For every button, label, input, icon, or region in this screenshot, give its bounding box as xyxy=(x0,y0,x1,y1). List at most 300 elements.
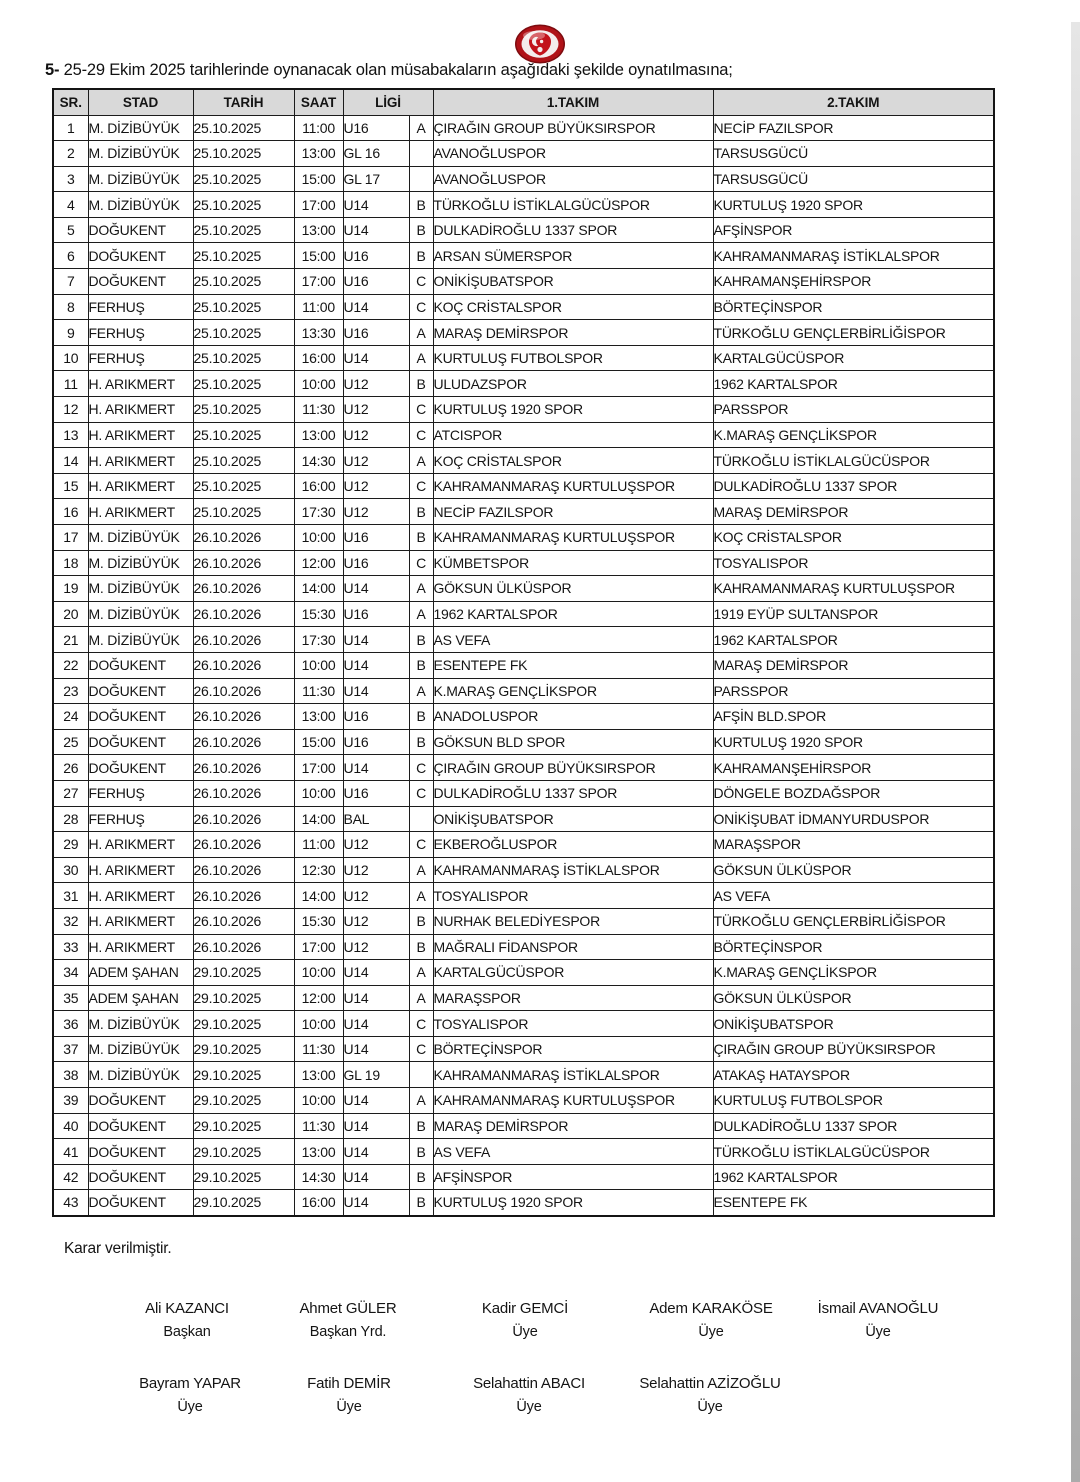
cell-stadium: H. ARIKMERT xyxy=(88,473,193,499)
cell-team2: 1962 KARTALSPOR xyxy=(713,627,994,653)
cell-team1: KURTULUŞ 1920 SPOR xyxy=(433,397,713,423)
cell-stadium: H. ARIKMERT xyxy=(88,883,193,909)
cell-team2: MARAŞ DEMİRSPOR xyxy=(713,652,994,678)
cell-team1: KAHRAMANMARAŞ İSTİKLALSPOR xyxy=(433,857,713,883)
cell-time: 11:30 xyxy=(294,678,343,704)
cell-team1: K.MARAŞ GENÇLİKSPOR xyxy=(433,678,713,704)
cell-date: 26.10.2026 xyxy=(193,601,294,627)
cell-stadium: M. DİZİBÜYÜK xyxy=(88,627,193,653)
cell-sr: 8 xyxy=(53,294,88,320)
cell-sr: 4 xyxy=(53,192,88,218)
match-row xyxy=(53,499,994,525)
cell-time: 10:00 xyxy=(294,1088,343,1114)
cell-stadium: H. ARIKMERT xyxy=(88,499,193,525)
cell-team2: TÜRKOĞLU GENÇLERBİRLİĞİSPOR xyxy=(713,908,994,934)
cell-group: C xyxy=(409,294,433,320)
cell-group: B xyxy=(409,1190,433,1216)
match-row xyxy=(53,1113,994,1139)
cell-team1: GÖKSUN ÜLKÜSPOR xyxy=(433,576,713,602)
match-schedule-table xyxy=(52,88,995,1217)
match-row xyxy=(53,806,994,832)
cell-league: U14 xyxy=(343,755,409,781)
cell-time: 14:00 xyxy=(294,576,343,602)
cell-team2: AS VEFA xyxy=(713,883,994,909)
cell-stadium: H. ARIKMERT xyxy=(88,934,193,960)
cell-team2: PARSSPOR xyxy=(713,397,994,423)
cell-time: 15:00 xyxy=(294,166,343,192)
match-row xyxy=(53,243,994,269)
match-row xyxy=(53,269,994,295)
match-row xyxy=(53,1190,994,1216)
cell-league: U14 xyxy=(343,652,409,678)
cell-team1: KURTULUŞ 1920 SPOR xyxy=(433,1190,713,1216)
cell-team2: DÖNGELE BOZDAĞSPOR xyxy=(713,780,994,806)
cell-group: C xyxy=(409,780,433,806)
cell-group: B xyxy=(409,652,433,678)
cell-time: 10:00 xyxy=(294,652,343,678)
cell-team1: KAHRAMANMARAŞ KURTULUŞSPOR xyxy=(433,1088,713,1114)
cell-team1: DULKADİROĞLU 1337 SPOR xyxy=(433,780,713,806)
match-row xyxy=(53,780,994,806)
signature-role: Üye xyxy=(516,1399,542,1415)
cell-team2: 1919 EYÜP SULTANSPOR xyxy=(713,601,994,627)
cell-group: B xyxy=(409,371,433,397)
cell-time: 10:00 xyxy=(294,371,343,397)
cell-sr: 12 xyxy=(53,397,88,423)
cell-stadium: FERHUŞ xyxy=(88,806,193,832)
match-row xyxy=(53,1139,994,1165)
cell-group: B xyxy=(409,243,433,269)
cell-team2: BÖRTEÇİNSPOR xyxy=(713,934,994,960)
cell-date: 25.10.2025 xyxy=(193,422,294,448)
cell-date: 25.10.2025 xyxy=(193,192,294,218)
cell-sr: 24 xyxy=(53,704,88,730)
cell-team1: ÇIRAĞIN GROUP BÜYÜKSIRSPOR xyxy=(433,115,713,141)
cell-sr: 38 xyxy=(53,1062,88,1088)
signature-name: Ahmet GÜLER xyxy=(299,1300,397,1317)
cell-team2: TARSUSGÜCÜ xyxy=(713,141,994,167)
cell-team1: AS VEFA xyxy=(433,627,713,653)
signature-role: Üye xyxy=(865,1324,891,1340)
header-saat: SAAT xyxy=(294,89,343,115)
cell-date: 25.10.2025 xyxy=(193,320,294,346)
cell-time: 15:30 xyxy=(294,908,343,934)
cell-team1: ONİKİŞUBATSPOR xyxy=(433,269,713,295)
cell-sr: 42 xyxy=(53,1164,88,1190)
cell-team2: ESENTEPE FK xyxy=(713,1190,994,1216)
cell-sr: 33 xyxy=(53,934,88,960)
cell-time: 14:00 xyxy=(294,806,343,832)
cell-date: 25.10.2025 xyxy=(193,166,294,192)
cell-team1: KAHRAMANMARAŞ KURTULUŞSPOR xyxy=(433,473,713,499)
cell-stadium: DOĞUKENT xyxy=(88,269,193,295)
cell-team2: TÜRKOĞLU İSTİKLALGÜCÜSPOR xyxy=(713,448,994,474)
cell-team1: NURHAK BELEDİYESPOR xyxy=(433,908,713,934)
cell-time: 17:30 xyxy=(294,627,343,653)
signature-role: Üye xyxy=(698,1324,724,1340)
cell-team2: KARTALGÜCÜSPOR xyxy=(713,345,994,371)
cell-group: C xyxy=(409,550,433,576)
cell-time: 11:30 xyxy=(294,397,343,423)
cell-team2: TOSYALISPOR xyxy=(713,550,994,576)
cell-stadium: FERHUŞ xyxy=(88,345,193,371)
signature-name: Selahattin ABACI xyxy=(473,1375,585,1392)
cell-stadium: M. DİZİBÜYÜK xyxy=(88,141,193,167)
cell-stadium: DOĞUKENT xyxy=(88,652,193,678)
cell-group: C xyxy=(409,1011,433,1037)
cell-date: 29.10.2025 xyxy=(193,1164,294,1190)
cell-team2: KAHRAMANŞEHİRSPOR xyxy=(713,269,994,295)
cell-team2: K.MARAŞ GENÇLİKSPOR xyxy=(713,422,994,448)
cell-league: U16 xyxy=(343,601,409,627)
cell-league: U16 xyxy=(343,269,409,295)
signature-name: Adem KARAKÖSE xyxy=(649,1300,773,1317)
signature-block xyxy=(482,1300,568,1340)
signature-name: Bayram YAPAR xyxy=(139,1375,241,1392)
cell-time: 17:00 xyxy=(294,269,343,295)
page-edge-shadow xyxy=(1071,22,1080,1482)
cell-stadium: H. ARIKMERT xyxy=(88,422,193,448)
match-row xyxy=(53,1088,994,1114)
match-row xyxy=(53,1164,994,1190)
cell-sr: 9 xyxy=(53,320,88,346)
cell-sr: 11 xyxy=(53,371,88,397)
cell-team2: DULKADİROĞLU 1337 SPOR xyxy=(713,473,994,499)
cell-group: C xyxy=(409,755,433,781)
match-row xyxy=(53,192,994,218)
cell-league: U14 xyxy=(343,294,409,320)
cell-team1: MARAŞ DEMİRSPOR xyxy=(433,1113,713,1139)
cell-team1: KURTULUŞ FUTBOLSPOR xyxy=(433,345,713,371)
cell-team1: ARSAN SÜMERSPOR xyxy=(433,243,713,269)
cell-league: U14 xyxy=(343,217,409,243)
cell-group: B xyxy=(409,525,433,551)
match-row xyxy=(53,422,994,448)
cell-team1: TÜRKOĞLU İSTİKLALGÜCÜSPOR xyxy=(433,192,713,218)
table-header-row xyxy=(53,89,994,115)
cell-time: 10:00 xyxy=(294,780,343,806)
cell-team1: KOÇ CRİSTALSPOR xyxy=(433,448,713,474)
cell-league: U14 xyxy=(343,627,409,653)
signature-name: İsmail AVANOĞLU xyxy=(817,1300,939,1317)
cell-time: 10:00 xyxy=(294,1011,343,1037)
cell-stadium: ADEM ŞAHAN xyxy=(88,960,193,986)
cell-sr: 20 xyxy=(53,601,88,627)
match-row xyxy=(53,883,994,909)
cell-stadium: DOĞUKENT xyxy=(88,1164,193,1190)
cell-stadium: H. ARIKMERT xyxy=(88,857,193,883)
cell-date: 26.10.2026 xyxy=(193,806,294,832)
header-team2: 2.TAKIM xyxy=(713,89,994,115)
cell-time: 13:00 xyxy=(294,704,343,730)
cell-league: U14 xyxy=(343,678,409,704)
cell-sr: 10 xyxy=(53,345,88,371)
cell-league: U16 xyxy=(343,525,409,551)
cell-group: B xyxy=(409,217,433,243)
cell-time: 16:00 xyxy=(294,473,343,499)
cell-league: U14 xyxy=(343,1088,409,1114)
cell-stadium: M. DİZİBÜYÜK xyxy=(88,192,193,218)
cell-stadium: M. DİZİBÜYÜK xyxy=(88,1036,193,1062)
match-row xyxy=(53,934,994,960)
cell-league: U14 xyxy=(343,345,409,371)
signature-role: Üye xyxy=(177,1399,203,1415)
cell-date: 26.10.2026 xyxy=(193,678,294,704)
cell-team1: KARTALGÜCÜSPOR xyxy=(433,960,713,986)
cell-date: 26.10.2026 xyxy=(193,627,294,653)
cell-league: U14 xyxy=(343,1113,409,1139)
cell-group: A xyxy=(409,857,433,883)
signature-name: Ali KAZANCI xyxy=(145,1300,229,1317)
cell-sr: 22 xyxy=(53,652,88,678)
signature-block xyxy=(818,1300,939,1340)
cell-stadium: M. DİZİBÜYÜK xyxy=(88,1011,193,1037)
cell-stadium: H. ARIKMERT xyxy=(88,397,193,423)
cell-team1: 1962 KARTALSPOR xyxy=(433,601,713,627)
cell-group: A xyxy=(409,985,433,1011)
cell-date: 25.10.2025 xyxy=(193,243,294,269)
match-row xyxy=(53,704,994,730)
cell-group: B xyxy=(409,908,433,934)
cell-sr: 14 xyxy=(53,448,88,474)
cell-stadium: M. DİZİBÜYÜK xyxy=(88,576,193,602)
cell-team2: TARSUSGÜCÜ xyxy=(713,166,994,192)
cell-stadium: M. DİZİBÜYÜK xyxy=(88,166,193,192)
cell-sr: 21 xyxy=(53,627,88,653)
cell-league: U12 xyxy=(343,473,409,499)
decision-title xyxy=(45,61,1035,80)
cell-team2: KAHRAMANŞEHİRSPOR xyxy=(713,755,994,781)
cell-team2: TÜRKOĞLU GENÇLERBİRLİĞİSPOR xyxy=(713,320,994,346)
cell-sr: 39 xyxy=(53,1088,88,1114)
match-row xyxy=(53,857,994,883)
cell-group: C xyxy=(409,269,433,295)
cell-date: 26.10.2026 xyxy=(193,780,294,806)
match-row xyxy=(53,832,994,858)
cell-team1: AS VEFA xyxy=(433,1139,713,1165)
match-row xyxy=(53,294,994,320)
match-row xyxy=(53,1062,994,1088)
signature-role: Üye xyxy=(512,1324,538,1340)
match-row xyxy=(53,627,994,653)
cell-league: U14 xyxy=(343,985,409,1011)
cell-team1: ATCISPOR xyxy=(433,422,713,448)
cell-date: 26.10.2026 xyxy=(193,550,294,576)
cell-date: 29.10.2025 xyxy=(193,1139,294,1165)
cell-team2: DULKADİROĞLU 1337 SPOR xyxy=(713,1113,994,1139)
cell-team2: ONİKİŞUBATSPOR xyxy=(713,1011,994,1037)
cell-sr: 32 xyxy=(53,908,88,934)
match-row xyxy=(53,448,994,474)
cell-sr: 15 xyxy=(53,473,88,499)
cell-league: U14 xyxy=(343,960,409,986)
cell-group xyxy=(409,166,433,192)
cell-team1: MARAŞ DEMİRSPOR xyxy=(433,320,713,346)
cell-league: U12 xyxy=(343,832,409,858)
cell-group: A xyxy=(409,1088,433,1114)
cell-team1: KAHRAMANMARAŞ İSTİKLALSPOR xyxy=(433,1062,713,1088)
cell-team2: ONİKİŞUBAT İDMANYURDUSPOR xyxy=(713,806,994,832)
match-row xyxy=(53,729,994,755)
cell-date: 26.10.2026 xyxy=(193,729,294,755)
cell-sr: 43 xyxy=(53,1190,88,1216)
cell-sr: 36 xyxy=(53,1011,88,1037)
cell-team2: MARAŞ DEMİRSPOR xyxy=(713,499,994,525)
signature-name: Fatih DEMİR xyxy=(307,1375,391,1392)
cell-stadium: ADEM ŞAHAN xyxy=(88,985,193,1011)
cell-stadium: DOĞUKENT xyxy=(88,1139,193,1165)
cell-group: B xyxy=(409,1113,433,1139)
cell-team1: MAĞRALI FİDANSPOR xyxy=(433,934,713,960)
header-stad: STAD xyxy=(88,89,193,115)
cell-team2: BÖRTEÇİNSPOR xyxy=(713,294,994,320)
cell-sr: 25 xyxy=(53,729,88,755)
cell-group: C xyxy=(409,422,433,448)
cell-sr: 16 xyxy=(53,499,88,525)
cell-stadium: H. ARIKMERT xyxy=(88,371,193,397)
cell-date: 25.10.2025 xyxy=(193,397,294,423)
decision-number: 5- xyxy=(45,61,60,79)
cell-group: C xyxy=(409,397,433,423)
signature-block xyxy=(139,1375,241,1415)
match-row xyxy=(53,678,994,704)
cell-team2: GÖKSUN ÜLKÜSPOR xyxy=(713,985,994,1011)
cell-time: 17:00 xyxy=(294,934,343,960)
cell-sr: 37 xyxy=(53,1036,88,1062)
signature-role: Başkan Yrd. xyxy=(309,1324,387,1340)
cell-group: A xyxy=(409,448,433,474)
match-row xyxy=(53,755,994,781)
cell-team2: KAHRAMANMARAŞ İSTİKLALSPOR xyxy=(713,243,994,269)
match-row xyxy=(53,550,994,576)
cell-team1: TOSYALISPOR xyxy=(433,1011,713,1037)
cell-league: U12 xyxy=(343,371,409,397)
cell-stadium: H. ARIKMERT xyxy=(88,832,193,858)
cell-league: U12 xyxy=(343,857,409,883)
cell-time: 10:00 xyxy=(294,960,343,986)
cell-date: 29.10.2025 xyxy=(193,1190,294,1216)
cell-sr: 18 xyxy=(53,550,88,576)
cell-league: U12 xyxy=(343,883,409,909)
cell-date: 26.10.2026 xyxy=(193,832,294,858)
match-row xyxy=(53,1036,994,1062)
match-row xyxy=(53,985,994,1011)
cell-league: GL 19 xyxy=(343,1062,409,1088)
cell-league: U16 xyxy=(343,729,409,755)
cell-date: 26.10.2026 xyxy=(193,576,294,602)
cell-time: 13:30 xyxy=(294,320,343,346)
match-row xyxy=(53,371,994,397)
cell-team2: AFŞİNSPOR xyxy=(713,217,994,243)
cell-team1: TOSYALISPOR xyxy=(433,883,713,909)
cell-sr: 35 xyxy=(53,985,88,1011)
cell-league: U12 xyxy=(343,908,409,934)
cell-stadium: M. DİZİBÜYÜK xyxy=(88,115,193,141)
cell-team1: KÜMBETSPOR xyxy=(433,550,713,576)
cell-group: A xyxy=(409,576,433,602)
cell-group: A xyxy=(409,678,433,704)
cell-date: 29.10.2025 xyxy=(193,1036,294,1062)
cell-time: 15:30 xyxy=(294,601,343,627)
cell-group: B xyxy=(409,934,433,960)
cell-stadium: DOĞUKENT xyxy=(88,678,193,704)
signature-role: Üye xyxy=(336,1399,362,1415)
cell-stadium: DOĞUKENT xyxy=(88,755,193,781)
header-tarih: TARİH xyxy=(193,89,294,115)
cell-time: 16:00 xyxy=(294,345,343,371)
cell-team2: GÖKSUN ÜLKÜSPOR xyxy=(713,857,994,883)
cell-date: 25.10.2025 xyxy=(193,269,294,295)
cell-date: 29.10.2025 xyxy=(193,1113,294,1139)
match-row xyxy=(53,166,994,192)
match-row xyxy=(53,960,994,986)
cell-stadium: M. DİZİBÜYÜK xyxy=(88,601,193,627)
cell-league: U16 xyxy=(343,550,409,576)
cell-league: U12 xyxy=(343,397,409,423)
match-row xyxy=(53,908,994,934)
cell-time: 13:00 xyxy=(294,1139,343,1165)
match-row xyxy=(53,320,994,346)
cell-team1: ULUDAZSPOR xyxy=(433,371,713,397)
cell-team2: KURTULUŞ FUTBOLSPOR xyxy=(713,1088,994,1114)
cell-stadium: DOĞUKENT xyxy=(88,704,193,730)
cell-time: 15:00 xyxy=(294,729,343,755)
cell-team2: ÇIRAĞIN GROUP BÜYÜKSIRSPOR xyxy=(713,1036,994,1062)
cell-sr: 5 xyxy=(53,217,88,243)
cell-stadium: DOĞUKENT xyxy=(88,1113,193,1139)
cell-league: U16 xyxy=(343,320,409,346)
cell-team2: PARSSPOR xyxy=(713,678,994,704)
cell-stadium: DOĞUKENT xyxy=(88,243,193,269)
cell-sr: 2 xyxy=(53,141,88,167)
cell-group: A xyxy=(409,601,433,627)
cell-league: U14 xyxy=(343,192,409,218)
cell-sr: 1 xyxy=(53,115,88,141)
cell-team1: AVANOĞLUSPOR xyxy=(433,166,713,192)
signature-block xyxy=(307,1375,391,1415)
cell-time: 11:30 xyxy=(294,1036,343,1062)
cell-date: 25.10.2025 xyxy=(193,294,294,320)
cell-league: U16 xyxy=(343,704,409,730)
header-ligi: LİGİ xyxy=(343,89,433,115)
match-row xyxy=(53,473,994,499)
cell-league: U14 xyxy=(343,1139,409,1165)
cell-date: 26.10.2026 xyxy=(193,525,294,551)
signature-block xyxy=(145,1300,229,1340)
cell-time: 12:00 xyxy=(294,985,343,1011)
match-row xyxy=(53,397,994,423)
cell-stadium: DOĞUKENT xyxy=(88,1190,193,1216)
cell-stadium: M. DİZİBÜYÜK xyxy=(88,550,193,576)
cell-time: 11:00 xyxy=(294,115,343,141)
cell-team1: MARAŞSPOR xyxy=(433,985,713,1011)
cell-team2: 1962 KARTALSPOR xyxy=(713,371,994,397)
cell-stadium: H. ARIKMERT xyxy=(88,448,193,474)
cell-stadium: DOĞUKENT xyxy=(88,217,193,243)
cell-league: U14 xyxy=(343,1190,409,1216)
cell-group xyxy=(409,1062,433,1088)
cell-group: C xyxy=(409,1036,433,1062)
cell-team2: MARAŞSPOR xyxy=(713,832,994,858)
cell-stadium: DOĞUKENT xyxy=(88,729,193,755)
cell-date: 25.10.2025 xyxy=(193,473,294,499)
cell-team2: KURTULUŞ 1920 SPOR xyxy=(713,729,994,755)
cell-group xyxy=(409,806,433,832)
cell-time: 14:30 xyxy=(294,1164,343,1190)
match-row xyxy=(53,525,994,551)
header-sr: SR. xyxy=(53,89,88,115)
cell-time: 17:30 xyxy=(294,499,343,525)
